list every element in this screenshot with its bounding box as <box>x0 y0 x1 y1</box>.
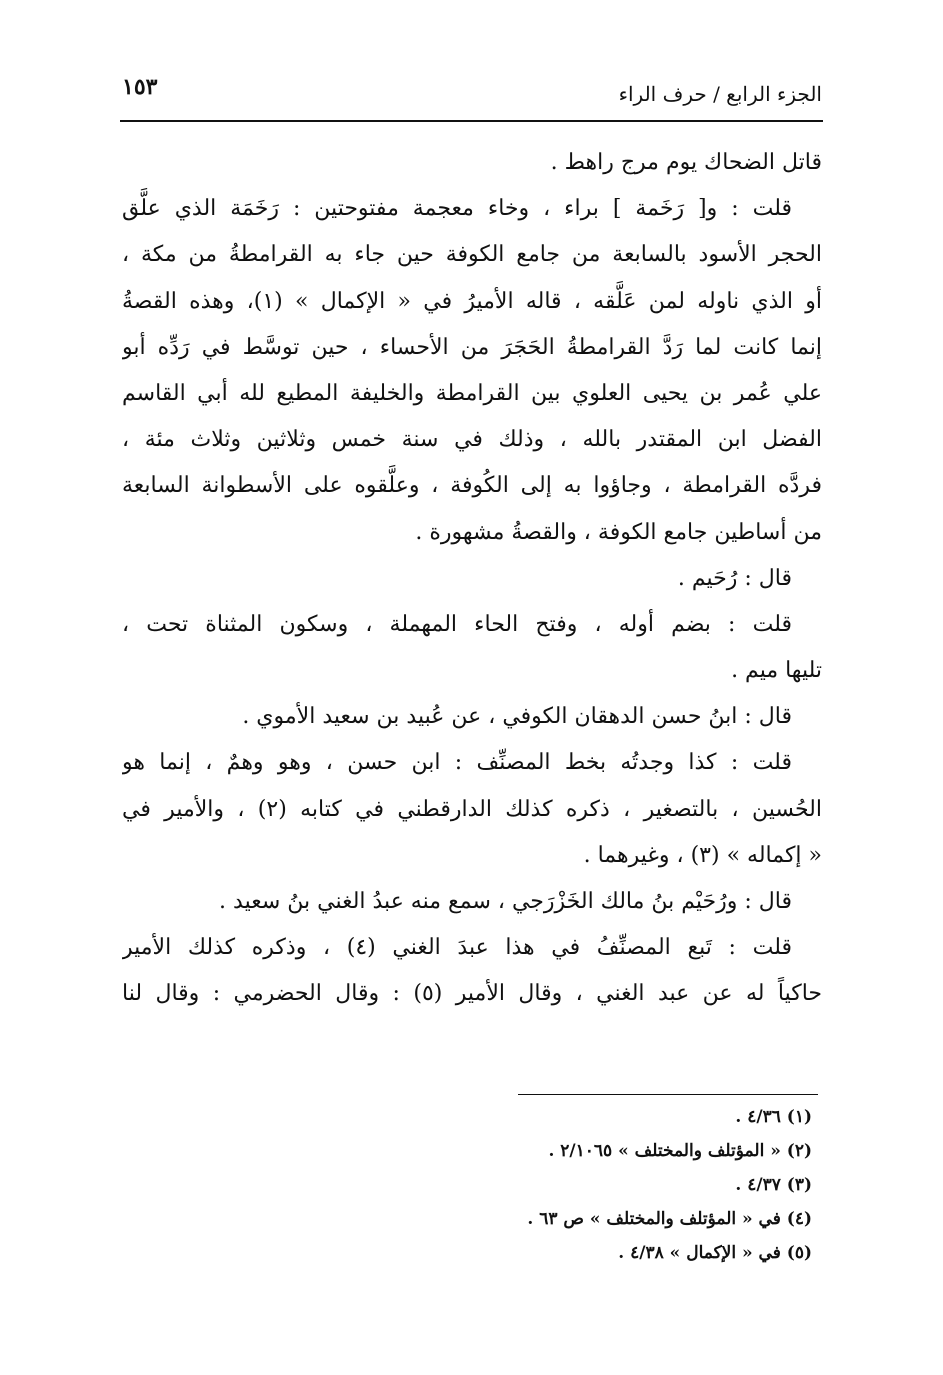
page-number: ١٥٣ <box>122 74 158 100</box>
text-line: قال : ابنُ حسن الدهقان الكوفي ، عن عُبيد بن سعيد الأموي . <box>242 704 792 730</box>
text-line: فردَّه القرامطة ، وجاؤوا به إلى الكُوفة ، وعلَّقوه على الأسطوانة السابعة <box>122 473 822 499</box>
text-line: « إكماله » (٣) ، وغيرهما . <box>583 842 822 868</box>
text-line: الفضل ابن المقتدر بالله ، وذلك في سنة خمس وثلاثين وثلاث مئة ، <box>122 427 822 453</box>
running-header <box>122 72 822 112</box>
running-title: الجزء الرابع / حرف الراء <box>618 82 822 106</box>
text-line: قال : رُحَيم . <box>677 565 792 591</box>
footnote-5: (٥) في « الإكمال » ٤/٣٨ . <box>618 1243 812 1263</box>
text-line: الحجر الأسود بالسابعة من جامع الكوفة حين جاء به القرامطةُ من مكة ، <box>122 242 822 268</box>
footnote-4: (٤) في « المؤتلف والمختلف » ص ٦٣ . <box>527 1209 812 1229</box>
text-line: الحُسين ، بالتصغير ، ذكره كذلك الدارقطني في كتابه (٢) ، والأمير في <box>122 796 822 822</box>
footnote-3: (٣) ٤/٣٧ . <box>735 1175 812 1195</box>
text-line: قلت : بضم أوله ، وفتح الحاء المهملة ، وسكون المثناة تحت ، <box>122 611 792 637</box>
text-line: حاكياً له عن عبد الغني ، وقال الأمير (٥) : وقال الحضرمي : وقال لنا <box>122 981 822 1007</box>
text-line: قلت : و[ رَخَمة ] براء ، وخاء معجمة مفتوحتين : رَخَمَة الذي علَّق <box>122 196 792 222</box>
main-text <box>122 140 822 1018</box>
text-line: أو الذي ناوله لمن عَلَّقه ، قاله الأميرُ في « الإكمال » (١)، وهذه القصةُ <box>122 288 822 314</box>
text-line: قلت : تَبع المصنِّفُ في هذا عبدَ الغني (٤) ، وذكره كذلك الأمير <box>122 935 793 961</box>
text-line: علي عُمر بن يحيى العلوي بين القرامطة والخليفة المطيع لله أبي القاسم <box>122 380 822 406</box>
footnotes <box>300 1100 812 1270</box>
footnote-2: (٢) « المؤتلف والمختلف » ٢/١٠٦٥ . <box>548 1141 812 1161</box>
header-rule <box>120 120 823 122</box>
text-line: قال : ورُحَيْم بنُ مالك الخَزْرَجي ، سمع منه عبدُ الغني بنُ سعيد . <box>219 889 792 914</box>
text-line: قلت : كذا وجدتُه بخط المصنِّف : ابن حسن ، وهو وهمٌ ، إنما هو <box>122 750 792 776</box>
text-line: تليها ميم . <box>731 658 822 684</box>
text-line: من أساطين جامع الكوفة ، والقصةُ مشهورة . <box>415 519 822 545</box>
text-line: قاتل الضحاك يوم مرج راهط . <box>550 150 822 175</box>
footnote-1: (١) ٤/٣٦ . <box>735 1107 812 1127</box>
footnote-rule <box>518 1094 818 1095</box>
text-line: إنما كانت لما رَدَّ القرامطةُ الحَجَرَ من الأحساء ، حين توسَّط في رَدِّه أبو <box>122 334 822 360</box>
